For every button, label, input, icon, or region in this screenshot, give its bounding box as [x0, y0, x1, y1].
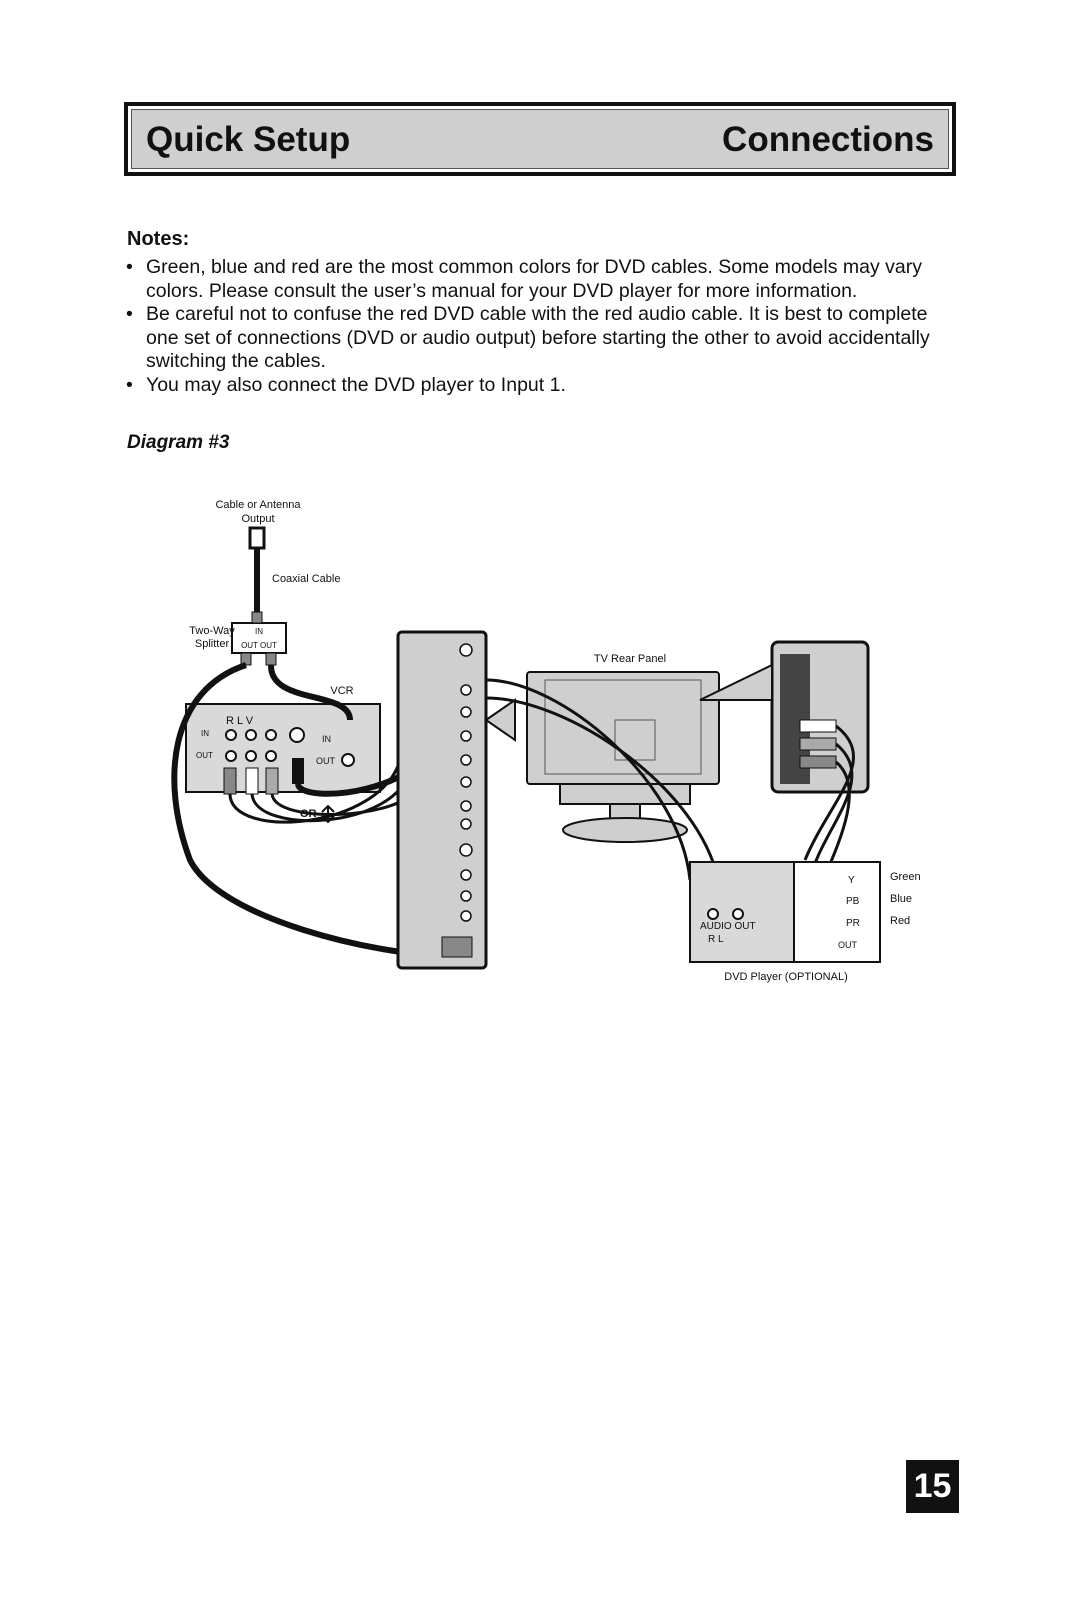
y-label: Y [848, 875, 855, 886]
splitter-label-1: Two-Way [189, 625, 235, 637]
antenna-outlet-icon [250, 528, 264, 548]
audio-out-label: AUDIO OUT [700, 921, 756, 932]
vcr-in-label: IN [201, 729, 209, 738]
pr-label: PR [846, 918, 860, 929]
splitter-out-connector [266, 653, 276, 665]
tv-rear-panel [527, 672, 719, 784]
note-item: • You may also connect the DVD player to Input 1. [124, 374, 954, 398]
splitter-in-connector [252, 612, 262, 623]
antenna-label-1: Cable or Antenna [215, 499, 301, 511]
vcr-rlv-label: R L V [226, 715, 254, 727]
tv-antenna-connector [442, 937, 472, 957]
vcr-antenna-in: IN [322, 734, 331, 744]
vcr-out-label: OUT [196, 751, 213, 760]
coax-label: Coaxial Cable [272, 573, 341, 585]
audio-rl-label: R L [708, 934, 724, 945]
or-label: OR [300, 808, 317, 820]
chapter-title: Connections [722, 120, 934, 159]
pb-label: PB [846, 896, 860, 907]
dvd-player-label: DVD Player (OPTIONAL) [724, 971, 848, 983]
tv-side-panel [398, 632, 486, 968]
diagram-title: Diagram #3 [127, 432, 230, 453]
vcr-antenna-out: OUT [316, 756, 335, 766]
vcr-label: VCR [330, 685, 354, 697]
splitter-in: IN [255, 627, 263, 636]
blue-label: Blue [890, 893, 913, 905]
svideo-jack-icon [290, 728, 304, 742]
note-item: • Green, blue and red are the most common colors for DVD cables. Some models may vary colors. Please consult the user’s manual for your DVD player for more information. [124, 256, 954, 303]
note-item: • Be careful not to confuse the red DVD cable with the red audio cable. It is best to complete one set of connections (DVD or audio output) before starting the other to avoid accidentally switching the cables. [124, 303, 954, 374]
red-label: Red [890, 915, 911, 927]
splitter-out: OUT OUT [241, 641, 277, 650]
tv-stand [563, 818, 687, 842]
antenna-label-2: Output [241, 513, 275, 525]
green-label: Green [890, 871, 921, 883]
splitter-label-2: Splitter [194, 638, 230, 650]
page-number: 15 [906, 1460, 959, 1513]
notes-heading: Notes: [127, 228, 190, 250]
dvd-out-label: OUT [838, 940, 857, 950]
tv-rear-panel-label: TV Rear Panel [593, 653, 667, 665]
section-title: Quick Setup [146, 120, 351, 159]
